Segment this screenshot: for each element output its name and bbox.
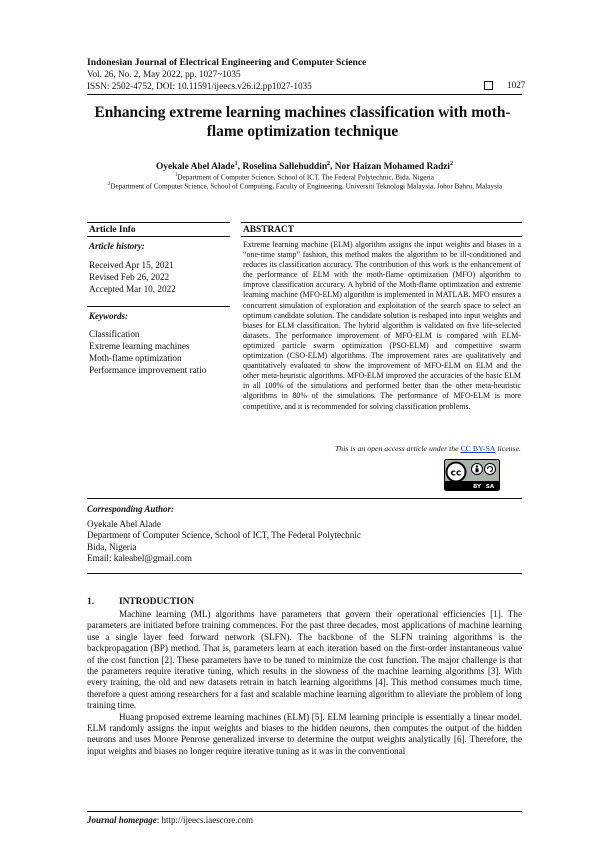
affiliation-sup: 1: [175, 173, 178, 178]
received-date: Received Apr 15, 2021: [89, 260, 174, 270]
corresponding-author-details: [87, 519, 361, 565]
keyword-item: Performance improvement ratio: [89, 365, 207, 375]
open-access-prefix: This is an open access article under the: [334, 444, 461, 453]
homepage-url[interactable]: : http://ijeecs.iaescore.com: [156, 815, 253, 825]
abstract-text: Extreme learning machine (ELM) algorithm assigns the input weights and biases in a “one-time stamp” fashion, this method makes the algorithm to be ill-conditioned and reduces its classification accuracy. The contribution of this work is the enhancement of the performance of ELM with the moth-flame optimization (MFO) algorithm to improve classification accuracy. A hybrid of the Moth-flame optimization and extreme learning machine (MFO-ELM) algorithm is implemented in MATLAB. MFO ensures a concurrent simulation of exploration and exploitation of the search space to select an optimum candidate solution. The candidate solution is reshaped into input weights and biases for ELM classification. The hybrid algorithm is validated on five life-selected datasets. The performance improvement of MFO-ELM is compared with ELM-optimized particle swarm optimization (PSO-ELM) and competitive swarm optimization (CSO-ELM) algorithms. The improvement rates are qualitatively and quantitatively evaluated to show the improvement of MFO-ELM on ELM and the other meta-heuristic algorithms. MFO-ELM improved the accuracies of the basic ELM in all 100% of the simulations and performed better than the other meta-heuristic algorithms in 80% of the simulations. The performance of MFO-ELM is more competitive, and it is recommended for solving classification problems.: [243, 240, 521, 411]
corresponding-location: Bida, Nigeria: [87, 541, 137, 552]
footer-rule: [87, 811, 522, 812]
body-paragraph: Huang proposed extreme learning machines (ELM) [5]. ELM learning principle is essentially a linear model. ELM randomly assigns the input weights and biases to the hidden neurons, then computes the output of the hidden neurons and uses Moore Penrose generalized inverse to determine the output weights analytically [6]. Therefore, the input weights and biases no longer require iterative tuning as it was in the conventional: [87, 711, 522, 756]
affiliation-sup: 2: [107, 182, 111, 187]
article-history-label: Article history:: [89, 241, 145, 251]
affiliation-1: [87, 173, 522, 181]
abstract-bottom-rule: [87, 498, 522, 499]
keyword-item: Extreme learning machines: [89, 341, 190, 351]
section-body: [87, 609, 522, 757]
page-number: 1027: [507, 80, 526, 90]
body-paragraph: Machine learning (ML) algorithms have parameters that govern their operational efficiencies [1]. The parameters are initiated before training commences. For the past three decades, most applications of machine learning use a single layer feed forward network (SLFN). The backbone of the SLFN training algorithms is the backpropagation (BP) method. That is, parameters learn at each iteration based on the first-order instantaneous value of the cost function [2]. These parameters have to be tuned to minimize the cost function. The major challenge is that the parameters require iterative tuning, which results in the slowness of the machine learning algorithms [3]. With every training, the old and new datasets retrain in batch learning algorithms [4]. This method consumes much time, therefore a quest among researchers for a fast and scalable machine learning algorithm to alleviate the problem of long training time.: [87, 609, 522, 711]
corresponding-name: Oyekale Abel Alade: [87, 519, 161, 529]
abstract-heading: ABSTRACT: [243, 225, 295, 235]
square-box-icon: [484, 81, 493, 90]
cc-badge-text: cc: [450, 468, 462, 479]
corresponding-email: Email: kaleabel@gmail.com: [87, 553, 192, 564]
keyword-list: [89, 328, 206, 376]
author-name: Nor Haizan Mohamed Radzi: [334, 162, 450, 173]
homepage-label: Journal homepage: [87, 815, 157, 825]
article-info-top-rule: [87, 222, 230, 223]
issn-doi-line: ISSN: 2502-4752, DOI: 10.11591/ijeecs.v26.i2.pp1027-1035: [87, 81, 312, 91]
keywords-rule: [87, 306, 230, 307]
author-list: [87, 161, 522, 172]
paper-title: Enhancing extreme learning machines classification with moth-flame optimization technique: [94, 104, 511, 140]
author-name: Oyekale Abel Alade: [155, 162, 235, 173]
corresponding-dept: Department of Computer Science, School of ICT, The Federal Polytechnic: [87, 530, 361, 541]
header-rule: [87, 94, 522, 95]
affiliation-2: [60, 182, 550, 190]
abstract-top-rule: [241, 222, 522, 223]
cc-by-sa-badge-icon[interactable]: [444, 459, 500, 491]
author-sup: 1: [234, 161, 238, 167]
cc-badge-sa: SA: [485, 484, 495, 490]
revised-date: Revised Feb 26, 2022: [89, 272, 170, 282]
article-info-heading-rule: [87, 236, 230, 237]
section-title: INTRODUCTION: [119, 597, 195, 607]
corresponding-bottom-rule: [87, 573, 522, 574]
author-sup: 2: [327, 161, 331, 167]
open-access-suffix: license.: [495, 444, 521, 453]
affiliation-text: Department of Computer Science, School of ICT, The Federal Polytechnic, Bida, Nigeria: [177, 173, 434, 182]
section-number: 1.: [87, 597, 95, 607]
article-info-heading: Article Info: [89, 225, 136, 235]
keyword-item: Moth-flame optimization: [89, 353, 182, 363]
page-number-block: [484, 80, 525, 90]
accepted-date: Accepted Mar 10, 2022: [89, 284, 176, 294]
keywords-label: Keywords:: [89, 311, 128, 321]
author-sup: 2: [449, 161, 454, 167]
author-separator: ,: [237, 162, 243, 173]
license-link[interactable]: CC BY-SA: [460, 444, 496, 453]
journal-name: Indonesian Journal of Electrical Engineering and Computer Science: [87, 57, 367, 68]
open-access-statement: [243, 444, 521, 453]
author-separator: ,: [330, 162, 335, 173]
volume-line: Vol. 26, No. 2, May 2022, pp. 1027~1035: [87, 69, 241, 79]
cc-badge-by: BY: [473, 484, 481, 490]
journal-homepage: [87, 815, 253, 825]
affiliation-text: Department of Computer Science, School of Computing, Faculty of Engineering, Universiti Teknologi Malaysia, Johor Bahru, Malaysia: [110, 182, 503, 191]
keyword-item: Classification: [89, 329, 140, 339]
abstract-heading-rule: [241, 236, 522, 237]
corresponding-author-label: Corresponding Author:: [87, 504, 174, 514]
author-name: Roselina Sallehuddin: [242, 162, 328, 173]
section-heading: [87, 597, 194, 607]
article-dates: [89, 259, 176, 295]
